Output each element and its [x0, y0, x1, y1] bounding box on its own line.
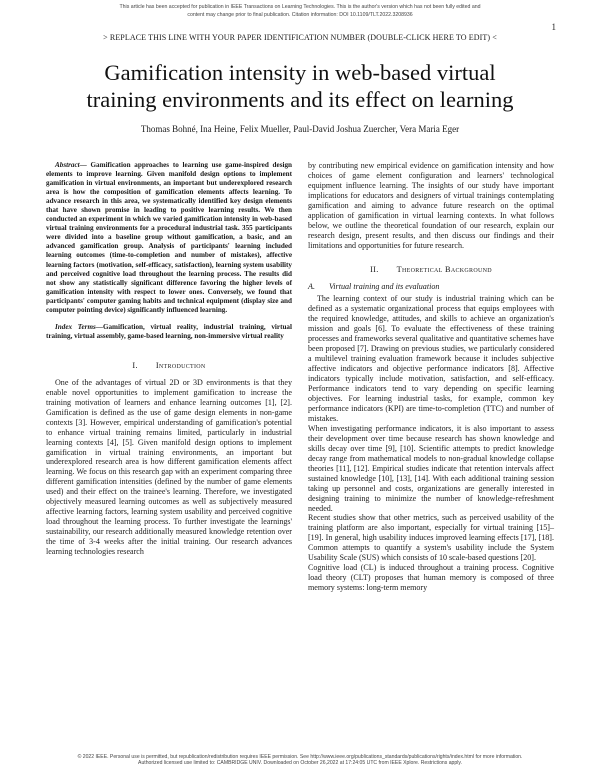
footer-line-1: © 2022 IEEE. Personal use is permitted, but republication/redistribution requires IEEE permission. See http://www.ieee.org/publications_standards/publications/rights/index.html for more information.: [77, 754, 523, 760]
copyright-footer: [0, 754, 600, 767]
section-title: Introduction: [155, 360, 206, 370]
section-title: Theoretical Background: [396, 264, 492, 274]
index-terms-label: Index Terms—: [55, 322, 103, 331]
abstract: [46, 161, 292, 315]
author-list: Thomas Bohné, Ina Heine, Felix Mueller, Paul-David Joshua Zuercher, Vera Maria Eger: [140, 124, 460, 134]
theory-paragraph-3: Recent studies show that other metrics, such as perceived usability of the training platform are also important, especially for virtual training [15]–[19]. In general, high usability induces improved learning effects [17], [18]. Common attempts to quantify a system's usability include the System Usability Scale (SUS) which consists of 10 scale-based questions [20].: [308, 513, 554, 563]
subsection-heading: [308, 282, 554, 292]
page-number: 1: [551, 22, 556, 32]
theory-paragraph-2: When investigating performance indicators, it is also important to assess their development over time because research has shown knowledge and skills decay over time [9], [10]. Scientific attempts to predict knowledge decay range from mathematical models to non-gradual knowledge collapse theories [11], [12]. Empirical studies indicate that retention intervals affect sustained knowledge [10], [13], [14]. With each additional training session taking up personnel and costs, organizations are generally interested in designing training to minimize the number of knowledge-refreshment needed.: [308, 423, 554, 513]
title-line-1: Gamification intensity in web-based virtual: [104, 60, 496, 85]
notice-line-2: content may change prior to final publication. Citation information: DOI 10.1109/TLT.2022.3208936: [187, 11, 413, 18]
abstract-label: Abstract—: [55, 161, 87, 169]
section-heading-introduction: [46, 361, 292, 371]
intro-paragraph-1: One of the advantages of virtual 2D or 3D environments is that they enable novel opportunities to implement gamification to increase the training motivation of learners and enhance learning outcomes [1], [2]. Gamification is defined as the use of game design elements in non-game contexts [3]. However, empirical understanding of gamification's potential to enhance virtual training remains limited, particularly in industrial learning contexts [4], [5]. Given manifold design options to implement gamification in virtual training environments, an important but underexplored research area is how different gamification elements affect learning. We focus on this research gap with an experiment comparing three different gamification intensities (defined by the number of game elements used) and their effect on the trainee's learning. Therefore, we investigated objectively measured learning outcomes as well as subjectively measured affective learning factors, learning system usability and perceived cognitive load throughout the learning process. To further investigate the learnings' sustainability, our research additionally measured knowledge retention over the time of 3-4 weeks after the initial training. Our research advances learning technologies research: [46, 377, 292, 557]
paper-title: [40, 59, 560, 113]
theory-paragraph-1: The learning context of our study is industrial training which can be defined as a systematic organizational process that equips employees with the required knowledge, attitudes, and skills to achieve an organization's mission and goals [6]. To evaluate the effectiveness of these training processes and frameworks several qualitative and quantitative schemes have been proposed [7]. Drawing on previous studies, we particularly considered a multilevel training evaluation framework because it includes subjective affective indicators and objective performance indicators [8]. Affective indicators typically include motivation, satisfaction, and self-efficacy. Performance indicators tend to vary depending on specific learning objectives. For learning industrial tasks, for example, common key performance indicators (KPI) are time-to-completion (TTC) and number of mistakes.: [308, 294, 554, 423]
index-terms: [46, 323, 292, 341]
title-line-2: training environments and its effect on learning: [86, 87, 514, 112]
right-column: [308, 161, 554, 593]
left-column: [46, 161, 292, 557]
section-number: II.: [370, 264, 379, 274]
footer-line-2: Authorized licensed use limited to: CAMBRIDGE UNIV. Downloaded on October 26,2022 at 17:24:05 UTC from IEEE Xplore. Restrictions apply.: [138, 760, 462, 767]
subsection-letter: A.: [308, 281, 315, 291]
publication-notice: [0, 4, 600, 19]
theory-paragraph-4: Cognitive load (CL) is induced throughout a training process. Cognitive load theory (CLT) proposes that human memory is composed of three memory systems: long-term memory: [308, 563, 554, 593]
paper-id-placeholder: > REPLACE THIS LINE WITH YOUR PAPER IDENTIFICATION NUMBER (DOUBLE-CLICK HERE TO EDIT) <: [103, 33, 497, 42]
index-terms-text: Gamification, virtual reality, industrial training, virtual training, virtual assembly, game-based learning, non-immersive virtual reality: [46, 322, 292, 340]
section-heading-theory: [308, 265, 554, 275]
abstract-text: Gamification approaches to learning use game-inspired design elements to improve learning. Given manifold design options to implement gamification in virtual environments, an important but underexplored research area is how the composition of gamification elements affects learning. To advance research in this area, we systematically identified key design elements that have shown promise in leading to positive learning results. We then conducted an experiment in which we varied gamification intensity in web-based virtual training environments for a procedural industrial task. 355 participants were divided into a baseline group without gamification, a basic, and an advanced gamification group. Analysis of participants' learning included learning outcomes (time-to-completion and number of mistakes), affective learning factors (motivation, self-efficacy, satisfaction), learning system usability and perceived cognitive load throughout the learning process. The results did not show any statistically significant difference favoring the higher levels of gamification intensity with respect to lower ones. Conversely, we found that participants' computer gaming habits and technical equipment (display size and computer pointing device) significantly influenced learning.: [46, 161, 292, 314]
notice-line-1: This article has been accepted for publication in IEEE Transactions on Learning Technologies. This is the author's version which has not been fully edited and: [119, 4, 481, 10]
intro-paragraph-1-continued: by contributing new empirical evidence on gamification intensity and how choices of game element configuration and learners' technological equipment influence learning. The insights of our study have important implications for educators and designers of virtual trainings contemplating gamification and aiming to advance future research on the optimal application of gamification in virtual learning contexts. In what follows below, we outline the theoretical foundation of our research, explain our research design, present results, and then discuss our findings and their limitations and opportunities for future research.: [308, 161, 554, 250]
section-number: I.: [132, 360, 138, 370]
subsection-title: Virtual training and its evaluation: [328, 281, 440, 291]
